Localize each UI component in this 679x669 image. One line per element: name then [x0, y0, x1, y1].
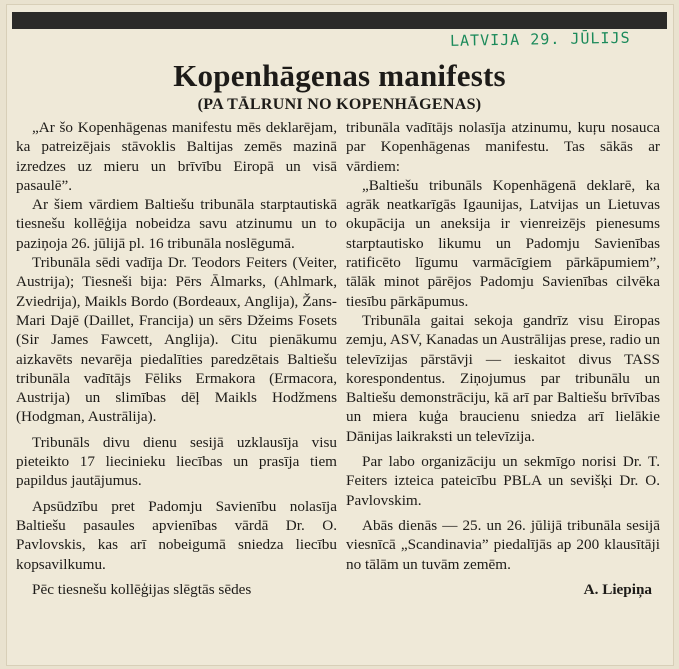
column-divider	[340, 118, 341, 658]
article-column-2	[346, 118, 660, 666]
paragraph: Ar šiem vārdiem Baltiešu tribunāla starptautiskā tiesnešu kollēģija nobeidza savu atzinumu un to paziņoja 26. jūlijā pl. 16 tribunāla noslēgumā.	[16, 196, 337, 252]
handwritten-note: LATVIJA 29. JŪLIJS	[449, 28, 631, 50]
subheadline: (PA TĀLRUNI NO KOPENHĀGENAS)	[197, 96, 482, 113]
paragraph: tribunāla vadītājs nolasīja atzinumu, kuŗu nosauca par Kopenhāgenas manifestu. Tas sākās ar vārdiem:	[346, 119, 660, 175]
header-black-bar	[12, 12, 667, 29]
paragraph: Abās dienās — 25. un 26. jūlijā tribunāla sesijā viesnīcā „Scandinavia” piedalījās ap 200 klausītāji no tālām un tuvām zemēm.	[346, 516, 660, 573]
headline: Kopenhāgenas manifests	[173, 58, 506, 93]
paragraph: „Ar šo Kopenhāgenas manifestu mēs deklarējam, ka patreizējais stāvoklis Baltijas zemēs mazinā izredzes uz mieru un brīvību Eiropā un visā pasaulē”.	[16, 119, 337, 194]
article-column-1	[16, 118, 337, 666]
paragraph: Tribunāls divu dienu sesijā uzklausīja visu pieteikto 17 liecinieku liecības un prasīja tiem papildus jautājumus.	[16, 433, 337, 490]
paragraph: „Baltiešu tribunāls Kopenhāgenā deklarē, ka agrāk neatkarīgās Igaunijas, Latvijas un Lietuvas okupācija un aneksija ir vienreizējs pienesums starptautisko likumu un Padomju Savienības ratificēto līgumu varmācīgiem pārkāpumiem”, tālāk minot pārējos Padomju Savienības cilvēka tiesību pārkāpumus.	[346, 176, 660, 310]
paragraph: Apsūdzību pret Padomju Savienību nolasīja Baltiešu pasaules apvienības vārdā Dr. O. Pavlovskis, kas arī nobeigumā sniedza liecību kopsavilkumu.	[16, 497, 337, 573]
paragraph: Par labo organizāciju un sekmīgo norisi Dr. T. Feiters izteica pateicību PBLA un sevišķi Dr. O. Pavlovskim.	[346, 453, 660, 509]
paragraph: Tribunāla gaitai sekoja gandrīz visu Eiropas zemju, ASV, Kanadas un Austrālijas prese, radio un televīzijas pārstāvji — ieskaitot divus TASS korespondentus. Ziņojumus par tribunālu un Baltiešu demonstrāciju, kā arī par Baltiešu brīvības un miera kuģa braucienu sniedza arī lielākie Dānijas laikraksti un televīzija.	[346, 311, 660, 445]
author-signature: A. Liepiņa	[583, 580, 652, 598]
paragraph: Tribunāla sēdi vadīja Dr. Teodors Feiters (Veiter, Austrija); Tiesneši bija: Pērs Ālmarks, (Ahlmark, Zviedrija), Maikls Bordo (Bordeaux, Anglija), Žans-Mari Dajē (Daillet, Francija) un sērs Džeims Fosets (Sir James Fawcett, Anglija). Citu pienākumu aizkavēts nevarēja piedalīties paredzētais Baltiešu tribunāla vadītājs Fēliks Ermakora (Ermacora, Austrija) un slimības dēļ Maikls Hodžmens (Hodgman, Austrālija).	[16, 254, 337, 426]
paragraph: Pēc tiesnešu kollēģijas slēgtās sēdes	[32, 580, 252, 598]
